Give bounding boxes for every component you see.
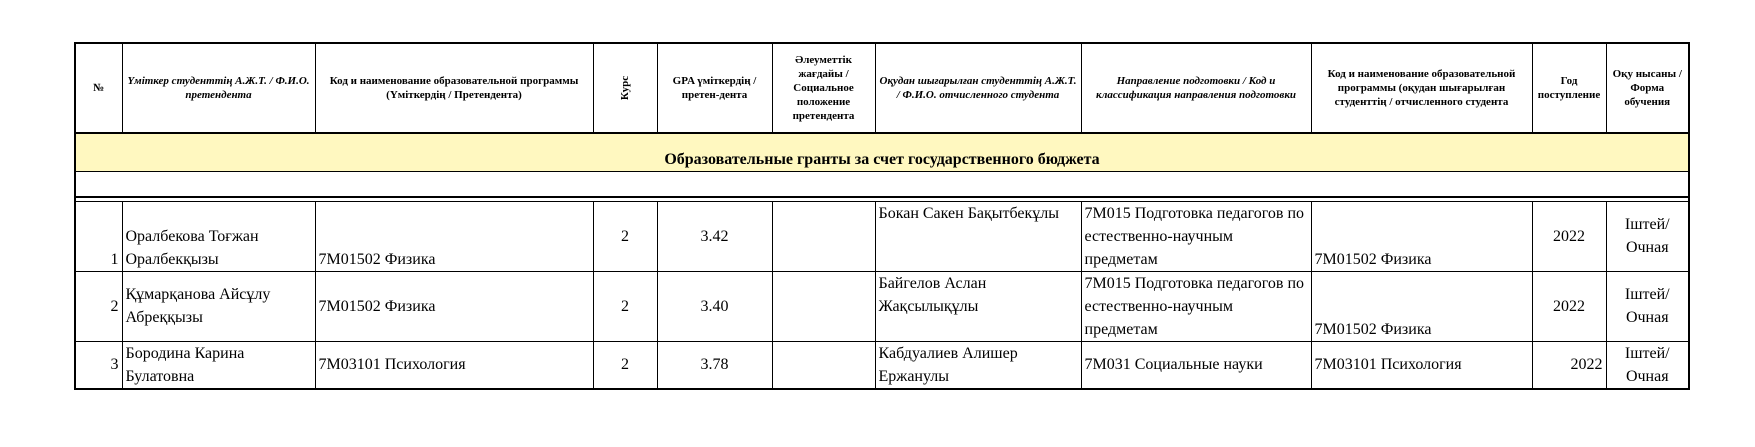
gpa-value: 3.78 xyxy=(657,341,772,389)
header-applicant: Үміткер студенттің А.Ж.Т. / Ф.И.О. претендента xyxy=(122,43,315,133)
header-gpa: GPA үміткердің / претен-дента xyxy=(657,43,772,133)
course-value: 2 xyxy=(593,201,657,271)
header-num: № xyxy=(75,43,122,133)
program-name: 7М01502 Физика xyxy=(315,201,593,271)
direction-name: 7М031 Социальные науки xyxy=(1081,341,1311,389)
blank-cell xyxy=(75,171,1689,197)
header-course xyxy=(593,43,657,133)
gpa-value: 3.40 xyxy=(657,271,772,341)
row-num: 2 xyxy=(75,271,122,341)
expelled-program: 7М01502 Физика xyxy=(1311,271,1532,341)
section-row xyxy=(75,133,1689,171)
header-form: Оқу нысаны / Форма обучения xyxy=(1606,43,1689,133)
year-value: 2022 xyxy=(1532,271,1606,341)
header-year: Год поступление xyxy=(1532,43,1606,133)
section-title: Образовательные гранты за счет государственного бюджета xyxy=(75,133,1689,171)
expelled-name: Байгелов Аслан Жақсылықұлы xyxy=(875,271,1081,341)
study-form: Іштей/ Очная xyxy=(1606,201,1689,271)
expelled-program: 7М01502 Физика xyxy=(1311,201,1532,271)
study-form: Іштей/ Очная xyxy=(1606,341,1689,389)
table-row xyxy=(75,201,1689,271)
direction-name: 7М015 Подготовка педагогов по естественно-научным предметам xyxy=(1081,201,1311,271)
table-row xyxy=(75,271,1689,341)
social-status xyxy=(772,201,875,271)
social-status xyxy=(772,271,875,341)
header-course-label: Курс xyxy=(618,75,631,101)
applicant-name: Бородина Карина Булатовна xyxy=(122,341,315,389)
header-social: Әлеуметтік жағдайы / Социальное положение претендента xyxy=(772,43,875,133)
grants-table xyxy=(74,42,1690,390)
expelled-name: Бокан Сакен Бақытбекұлы xyxy=(875,201,1081,271)
blank-row xyxy=(75,171,1689,197)
table-row xyxy=(75,341,1689,389)
row-num: 1 xyxy=(75,201,122,271)
study-form: Іштей/ Очная xyxy=(1606,271,1689,341)
program-name: 7М03101 Психология xyxy=(315,341,593,389)
header-direction: Направление подготовки / Код и классификация направления подготовки xyxy=(1081,43,1311,133)
expelled-program: 7М03101 Психология xyxy=(1311,341,1532,389)
course-value: 2 xyxy=(593,341,657,389)
header-exp-program: Код и наименование образовательной программы (оқудан шығарылған студенттің / отчисленного студента xyxy=(1311,43,1532,133)
row-num: 3 xyxy=(75,341,122,389)
year-value: 2022 xyxy=(1532,201,1606,271)
year-value: 2022 xyxy=(1532,341,1606,389)
header-program: Код и наименование образовательной программы (Үміткердің / Претендента) xyxy=(315,43,593,133)
expelled-name: Кабдуалиев Алишер Ержанулы xyxy=(875,341,1081,389)
header-expelled: Оқудан шығарылған студенттің А.Ж.Т. / Ф.И.О. отчисленного студента xyxy=(875,43,1081,133)
gpa-value: 3.42 xyxy=(657,201,772,271)
program-name: 7М01502 Физика xyxy=(315,271,593,341)
social-status xyxy=(772,341,875,389)
applicant-name: Құмарқанова Айсұлу Абреққызы xyxy=(122,271,315,341)
course-value: 2 xyxy=(593,271,657,341)
direction-name: 7М015 Подготовка педагогов по естественно-научным предметам xyxy=(1081,271,1311,341)
applicant-name: Оралбекова Тоғжан Оралбекқызы xyxy=(122,201,315,271)
header-row xyxy=(75,43,1689,133)
